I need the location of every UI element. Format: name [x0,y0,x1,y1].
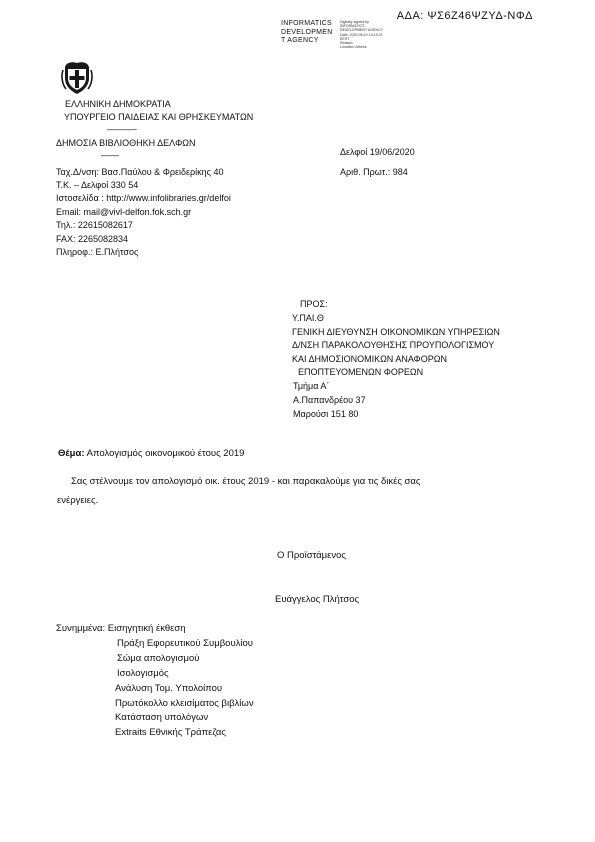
attachment-item: Πρωτόκολλο κλεισίματος βιβλίων [115,698,254,709]
ada-code: ΑΔΑ: ΨΣ6Ζ46ΨΖΥΔ-ΝΦΔ [396,10,533,22]
website: Ιστοσελίδα : http://www.infolibraries.gr/delfoi [56,193,231,203]
signature-info-line: EEST [340,36,350,41]
subject-line [58,448,244,459]
signature-info-line: DEVELOPMENT AGENCY [340,28,384,33]
attachments-label: Συνημμένα: Εισηγητική έκθεση [56,623,186,634]
body-line: Σας στέλνουμε τον απολογισμό οικ. έτους 2019 - και παρακαλούμε για τις δικές σας [71,476,421,487]
recipient-line: ΕΠΟΠΤΕΥΟΜΕΝΩΝ ΦΟΡΕΩΝ [298,367,424,377]
recipient-line: Υ.ΠΑΙ.Θ [292,313,324,323]
signatory-title: Ο Προϊστάμενος [277,550,346,561]
ida-logo-line: INFORMATICS [281,20,333,27]
postal-code: Τ.Κ. – Δελφοί 330 54 [56,180,139,190]
ida-logo [281,20,333,46]
digital-signature-info [340,20,383,49]
library-name: ΔΗΜΟΣΙΑ ΒΙΒΛΙΟΘΗΚΗ ΔΕΛΦΩΝ [56,138,196,148]
recipient-line: ΚΑΙ ΔΗΜΟΣΙΟΝΟΜΙΚΩΝ ΑΝΑΦΟΡΩΝ [292,354,447,364]
subject-text: Απολογισμός οικονομικού έτους 2019 [84,448,245,459]
protocol-number: Αριθ. Πρωτ.: 984 [340,167,408,177]
signature-info-line: INFORMATICS [340,24,365,29]
phone: Τηλ.: 22615082617 [56,220,133,230]
body-line: ενέργειες. [57,495,99,506]
recipient-line: Τμήμα Α΄ [293,381,330,391]
signature-info-line: Location: Athens [340,45,367,50]
ida-logo-line: DEVELOPMEN [281,28,333,36]
ida-logo-line: T AGENCY [281,37,319,44]
email: Email: mail@vivl-delfon.fok.sch.gr [56,207,192,217]
country-name: ΕΛΛΗΝΙΚΗ ΔΗΜΟΚΡΑΤΙΑ [65,99,171,109]
separator: ———- [107,124,137,134]
postal-address: Ταχ.Δ/νση: Βασ.Παύλου & Φρειδερίκης 40 [56,167,224,177]
separator: —— [101,150,119,160]
recipient-line: Δ/ΝΣΗ ΠΑΡΑΚΟΛΟΥΘΗΣΗΣ ΠΡΟΥΠΟΛΟΓΙΣΜΟΥ [292,340,495,350]
signature-info-line: Date: 2020.06.19 13:15:21 [340,32,383,37]
signature-info-line: Digitally signed by [340,20,369,24]
attachment-item: Κατάσταση υπολόγων [115,712,209,723]
greek-emblem-icon [60,60,94,96]
fax: FAX: 2265082834 [56,234,129,244]
recipient-line: ΠΡΟΣ: [300,299,328,309]
recipient-line: ΓΕΝΙΚΗ ΔΙΕΥΘΥΝΣΗ ΟΙΚΟΝΟΜΙΚΩΝ ΥΠΗΡΕΣΙΩΝ [292,327,500,337]
signature-info-line: Reason: [340,41,354,46]
attachment-item: Ισολογισμός [117,668,169,679]
attachment-item: Πράξη Εφορευτικού Συμβουλίου [117,638,253,649]
recipient-line: Μαρούσι 151 80 [293,409,359,419]
attachment-item: Σώμα απολογισμού [117,653,200,664]
contact-person: Πληροφ.: Ε.Πλήτσος [56,247,139,257]
subject-label: Θέμα: [58,448,85,459]
attachment-item: Extraits Εθνικής Τράπεζας [115,727,226,738]
date-line: Δελφοί 19/06/2020 [340,147,415,157]
ministry-name: ΥΠΟΥΡΓΕΙΟ ΠΑΙΔΕΙΑΣ ΚΑΙ ΘΡΗΣΚΕΥΜΑΤΩΝ [64,112,254,122]
signatory-name: Ευάγγελος Πλήτσος [275,594,360,605]
attachment-item: Ανάλυση Τομ. Υπολοίπου [115,683,223,694]
recipient-line: Α.Παπανδρέου 37 [293,395,366,405]
